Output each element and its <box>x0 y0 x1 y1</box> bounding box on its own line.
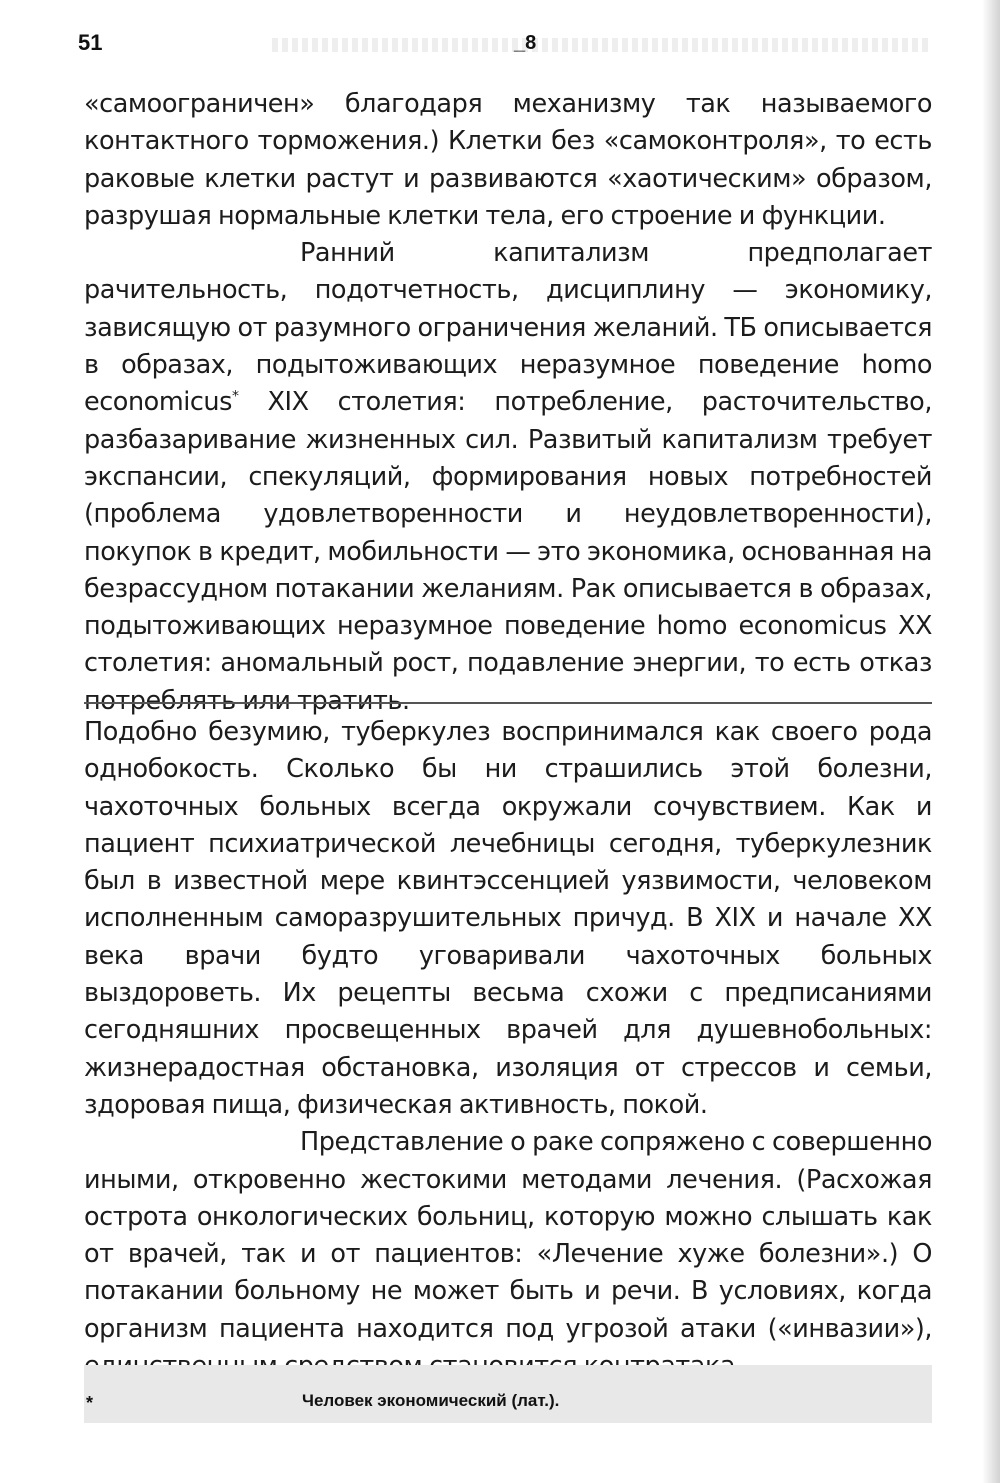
section-divider <box>84 702 932 704</box>
text-block-two <box>84 714 932 1385</box>
page-edge-shadow <box>982 0 1000 1483</box>
page-number: 51 <box>78 30 103 55</box>
section-marker: _8 <box>514 32 537 54</box>
paragraph: «самоограничен» благодаря механизму так называемого контактного торможения.) Клетки без «самоконтроля», то есть раковые клетки растут и развиваются «хаотическим» образом, разрушая нормальные клетки тела, его строение и функции. <box>84 89 932 231</box>
text-block-one <box>84 86 932 720</box>
paragraph <box>84 235 932 720</box>
bleed-through-header <box>272 38 932 52</box>
paragraph-text: XIX столетия: потребление, расточительство, разбазаривание жизненных сил. Развитый капитализм требует экспансии, спекуляций, формирования новых потребностей (проблема удовлетворенности и неудовлетворенности), покупок в кредит, мобильности — это экономика, основанная на безрассудном потакании желаниям. Рак описывается в образах, подытоживающих неразумное поведение homo economicus XX столетия: аномальный рост, подавление энергии, то есть отказ потреблять или тратить. <box>84 387 932 716</box>
paragraph: Подобно безумию, туберкулез воспринимался как своего рода однобокость. Сколько бы ни страшились этой болезни, чахоточных больных всегда окружали сочувствием. Как и пациент психиатрической лечебницы сегодня, туберкулезник был в известной мере квинтэссенцией уязвимости, человеком исполненным саморазрушительных причуд. В XIX и начале XX века врачи будто уговаривали чахоточных больных выздороветь. Их рецепты весьма схожи с предписаниями сегодняшних просвещенных врачей для душевнобольных: жизнерадостная обстановка, изоляция от стрессов и семьи, здоровая пища, физическая активность, покой. <box>84 717 932 1120</box>
paragraph: Представление о раке сопряжено с совершенно иными, откровенно жестокими методами лечения. (Расхожая острота онкологических больниц, которую можно слышать как от врачей, так и от пациентов: «Лечение хуже болезни».) О потакании больному не может быть и речи. В условиях, когда организм пациента находится под угрозой атаки («инвазии»), <box>84 1127 932 1344</box>
paragraph-text: Ранний капитализм предполагает рачительность, подотчетность, дисциплину — экономику, зависящую от разумного ограничения желаний. ТБ описывается в образах, подытоживающих неразумное поведение homo economicus <box>84 238 932 418</box>
footnote-marker: * <box>86 1393 94 1413</box>
footnote-text: Человек экономический (лат.). <box>302 1391 560 1410</box>
footnote-reference: * <box>231 388 239 405</box>
